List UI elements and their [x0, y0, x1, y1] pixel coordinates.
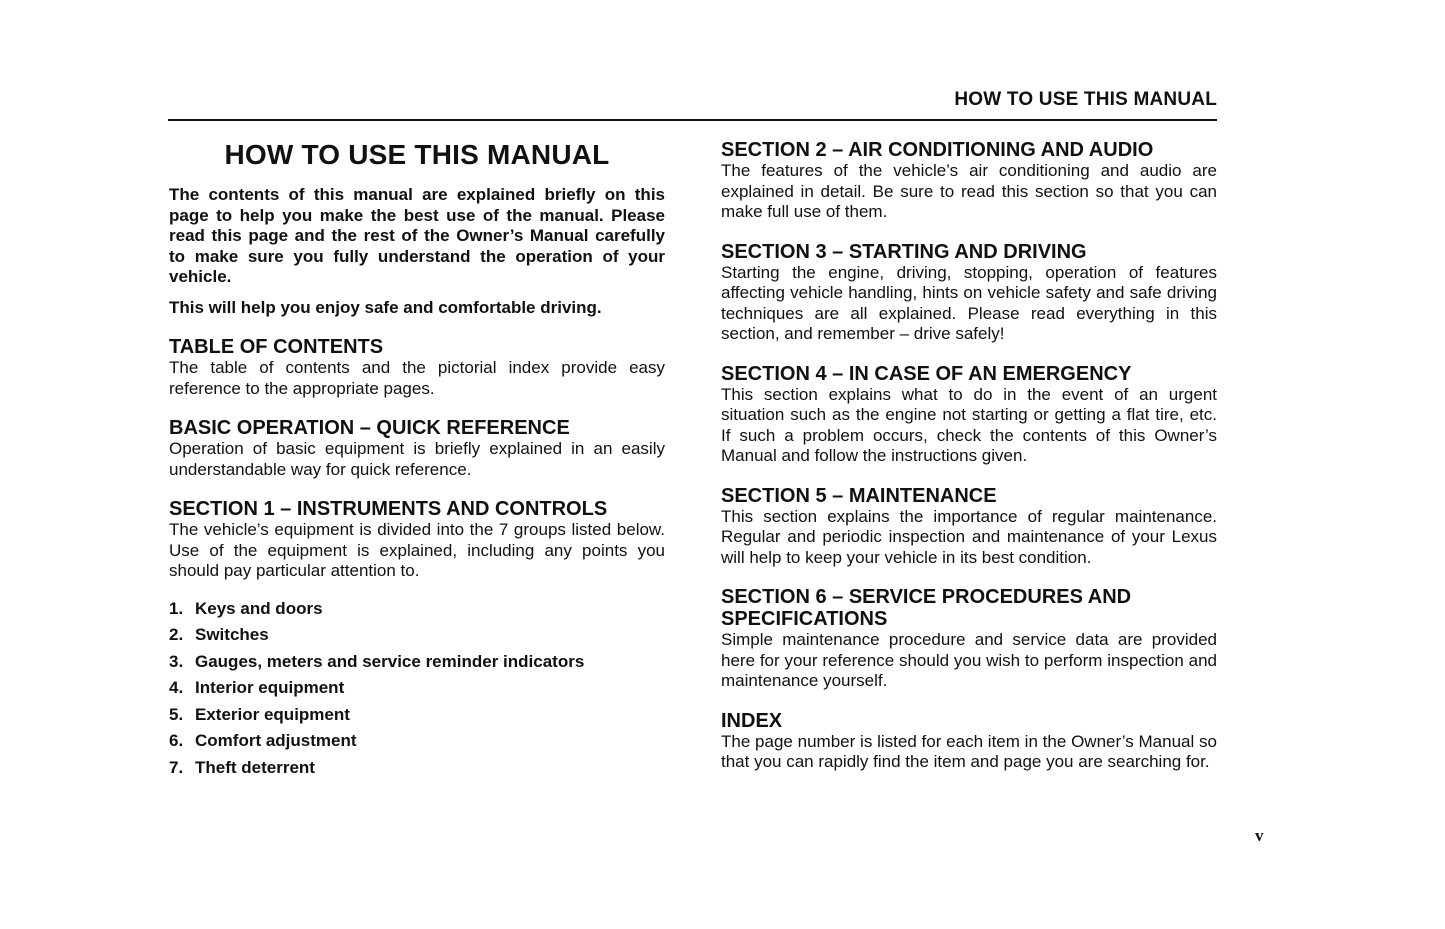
list-item: [169, 702, 665, 729]
list-number: 6.: [169, 731, 184, 750]
list-item: [169, 755, 665, 782]
list-label: Theft deterrent: [195, 757, 315, 777]
list-item: [169, 649, 665, 676]
section-body: Simple maintenance procedure and service data are provided here for your reference should you wish to perform inspection and maintenance yourself.: [721, 630, 1217, 690]
header-rule: [168, 119, 1217, 121]
section-1-instruments: [169, 498, 665, 582]
list-label: Keys and doors: [195, 598, 323, 618]
right-column: [721, 133, 1217, 773]
list-label: Gauges, meters and service reminder indicators: [195, 651, 585, 671]
section-body: This section explains the importance of regular maintenance. Regular and periodic inspection and maintenance of your Lexus will help to keep your vehicle in its best condition.: [721, 506, 1217, 567]
intro-paragraph: The contents of this manual are explained briefly on this page to help you make the best use of the manual. Please read this page and the rest of the Owner’s Manual carefully to make sure you fully understand the operation of your vehicle.: [169, 185, 665, 286]
list-item: [169, 728, 665, 755]
running-header: HOW TO USE THIS MANUAL: [954, 89, 1217, 110]
section-body: The vehicle’s equipment is divided into the 7 groups listed below. Use of the equipment is explained, including any points you should pay particular attention to.: [169, 520, 665, 580]
section-4-emergency: [721, 363, 1217, 467]
section-heading: SECTION 5 – MAINTENANCE: [721, 484, 997, 507]
section-body: This section explains what to do in the event of an urgent situation such as the engine not starting or getting a flat tire, etc. If such a problem occurs, check the contents of this Owner’s Manual and follow the instructions given.: [721, 384, 1217, 465]
section-heading: SECTION 1 – INSTRUMENTS AND CONTROLS: [169, 498, 608, 520]
section-heading: INDEX: [721, 709, 783, 732]
section-heading: SECTION 3 – STARTING AND DRIVING: [721, 240, 1087, 263]
intro-paragraph: This will help you enjoy safe and comfortable driving.: [169, 297, 602, 317]
left-column: [169, 133, 665, 781]
list-number: 1.: [169, 598, 184, 618]
section-3-starting-driving: [721, 241, 1217, 345]
list-item: [169, 675, 665, 702]
page-title: HOW TO USE THIS MANUAL: [224, 139, 610, 170]
list-item: [169, 622, 665, 649]
list-number: 5.: [169, 704, 184, 724]
section-heading: SECTION 2 – AIR CONDITIONING AND AUDIO: [721, 139, 1154, 161]
list-label: Exterior equipment: [195, 704, 350, 724]
list-label: Switches: [195, 625, 269, 644]
list-item: [169, 596, 665, 623]
section-table-of-contents: [169, 336, 665, 399]
section-heading: TABLE OF CONTENTS: [169, 336, 384, 358]
section-body: Operation of basic equipment is briefly explained in an easily understandable way for quick reference.: [169, 439, 665, 479]
section-heading: SECTION 6 – SERVICE PROCEDURES AND SPECIFICATIONS: [721, 586, 1132, 630]
page-number: v: [1255, 826, 1264, 845]
section-body: The table of contents and the pictorial index provide easy reference to the appropriate pages.: [169, 358, 665, 398]
list-number: 7.: [169, 757, 184, 777]
section-6-service: [721, 586, 1217, 692]
section-2-air-conditioning: [721, 139, 1217, 223]
list-label: Comfort adjustment: [195, 731, 357, 750]
section-body: The features of the vehicle’s air conditioning and audio are explained in detail. Be sure to read this section so that you can make full use of them.: [721, 161, 1217, 221]
section-heading: SECTION 4 – IN CASE OF AN EMERGENCY: [721, 362, 1132, 385]
section-body: The page number is listed for each item in the Owner’s Manual so that you can rapidly find the item and page you are searching for.: [721, 731, 1217, 771]
equipment-group-list: [169, 596, 665, 782]
section-body: Starting the engine, driving, stopping, operation of features affecting vehicle handling, hints on vehicle safety and safe driving techniques are all explained. Please read everything in this section, and remember – drive safely!: [721, 262, 1217, 343]
list-number: 4.: [169, 678, 184, 697]
list-label: Interior equipment: [195, 678, 345, 697]
intro: [169, 185, 665, 318]
section-index: [721, 710, 1217, 773]
section-5-maintenance: [721, 485, 1217, 569]
section-heading: BASIC OPERATION – QUICK REFERENCE: [169, 417, 570, 439]
list-number: 2.: [169, 625, 184, 644]
section-basic-operation: [169, 417, 665, 480]
list-number: 3.: [169, 651, 184, 671]
